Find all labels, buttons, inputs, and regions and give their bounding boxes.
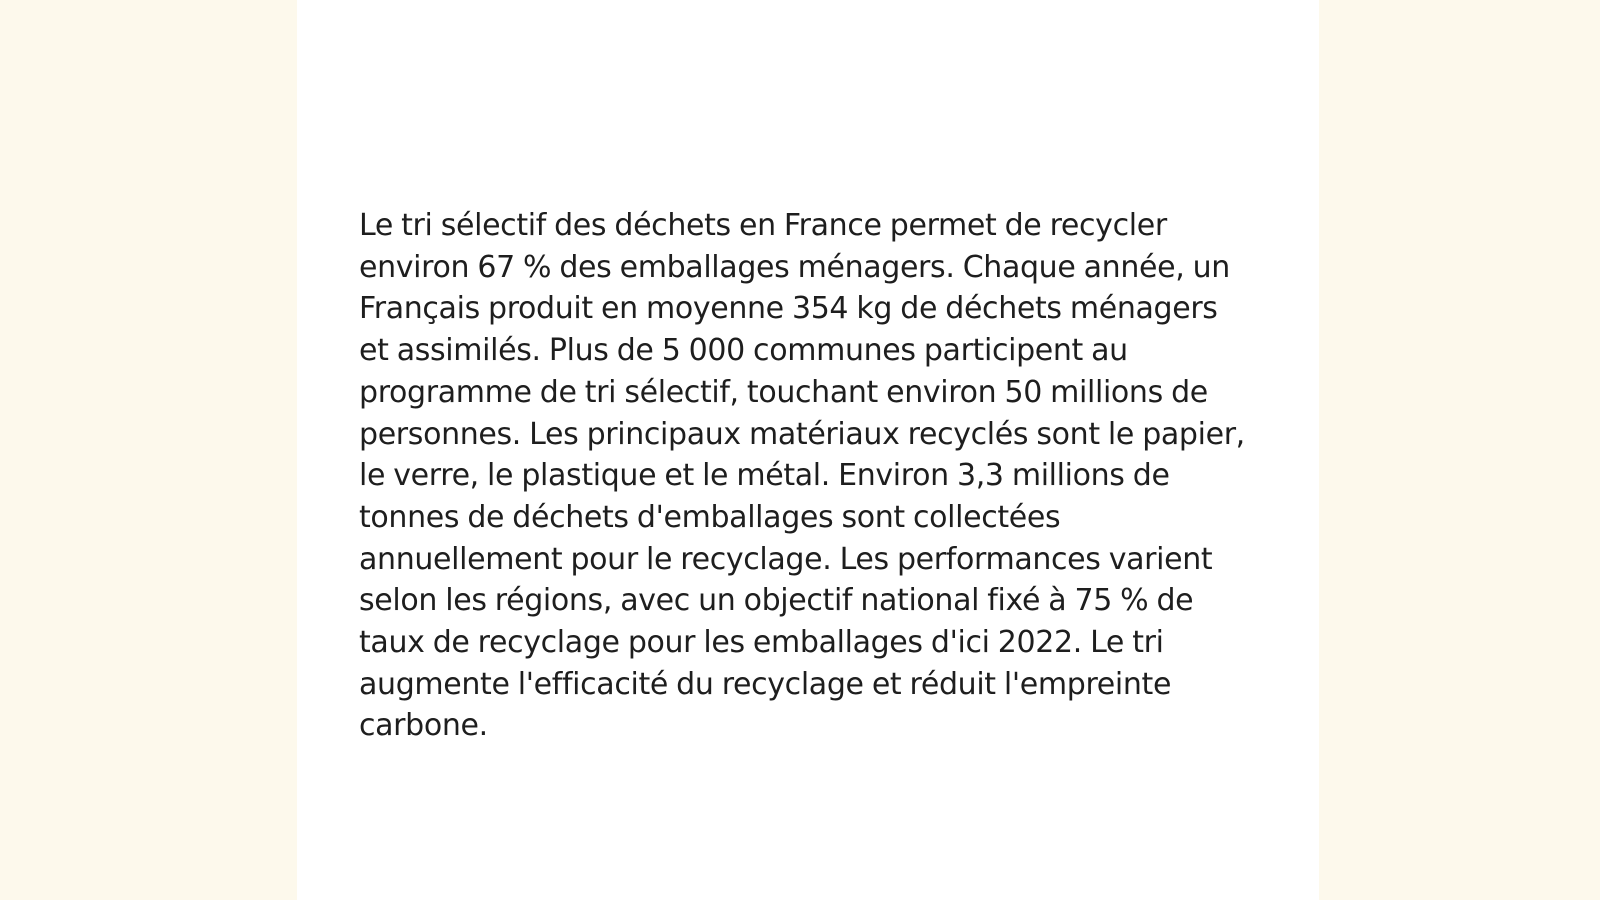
document-page (297, 0, 1319, 900)
body-paragraph: Le tri sélectif des déchets en France permet de recycler environ 67 % des emballages ménagers. Chaque année, un Français produit en moyenne 354 kg de déchets ménagers et assimilés. Plus de 5 000 communes participent au programme de tri sélectif, touchant environ 50 millions de personnes. Les principaux matériaux recyclés sont le papier, le verre, le plastique et le métal. Environ 3,3 millions de tonnes de déchets d'emballages sont collectées annuellement pour le recyclage. Les performances varient selon les régions, avec un objectif national fixé à 75 % de taux de recyclage pour les emballages d'ici 2022. Le tri augmente l'efficacité du recyclage et réduit l'empreinte carbone. (359, 208, 1245, 744)
